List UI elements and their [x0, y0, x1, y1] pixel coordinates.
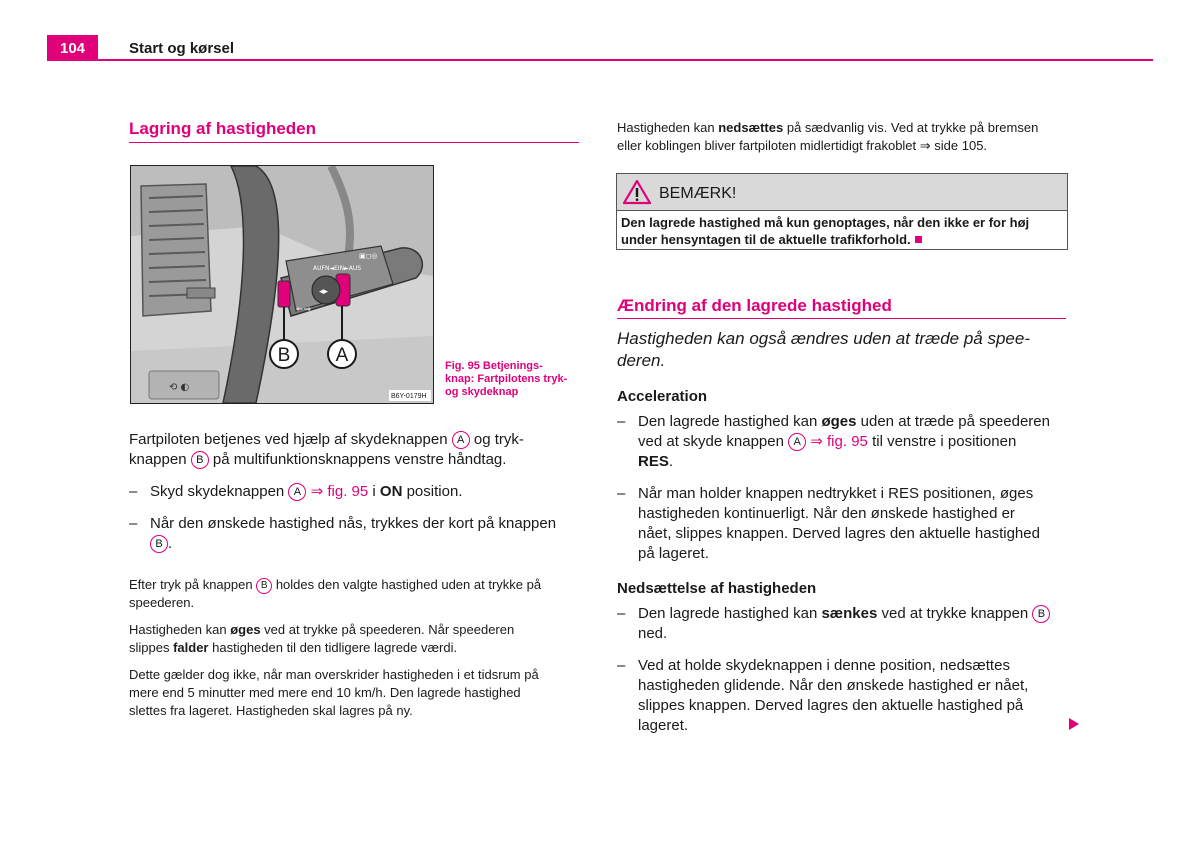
- section-title: Start og kørsel: [129, 40, 235, 57]
- subheading-deceleration: Nedsættelse af hastigheden: [617, 580, 817, 597]
- steering-column-illustration: [131, 166, 433, 403]
- paragraph: Dette gælder dog ikke, når man overskrider hastigheden i et tidsrum på mere end 5 minutter med mere end 10 km/h. Den lagrede hastighed slettes fra lageret. Hastigheden skal lagres på ny.: [129, 667, 539, 718]
- list-item: – Skyd skydeknappen A ⇒ fig. 95 i ON position.: [129, 483, 463, 500]
- note-title: BEMÆRK!: [659, 185, 737, 202]
- section-heading: Lagring af hastigheden: [129, 119, 317, 138]
- svg-text:▣◻◎: ▣◻◎: [359, 252, 378, 260]
- svg-text:⇐⇒: ⇐⇒: [296, 305, 312, 315]
- list-item: – Den lagrede hastighed kan øges uden at træde på speederen ved at skyde knappen A ⇒ fig. 95 til venstre i positionen RES.: [617, 413, 1050, 470]
- button-a-ref: A: [452, 431, 470, 449]
- button-b-ref: B: [150, 535, 168, 553]
- caption-line: Fig. 95 Betjenings-: [445, 360, 543, 372]
- button-b-ref: B: [191, 451, 209, 469]
- svg-text:◂▸: ◂▸: [319, 287, 329, 297]
- callout-b: B: [277, 345, 291, 366]
- section-heading: Ændring af den lagrede hastighed: [617, 296, 892, 315]
- figure-code: B6Y-0179H: [391, 393, 427, 400]
- next-page-arrow-icon[interactable]: [1068, 717, 1080, 731]
- subheading-acceleration: Acceleration: [617, 388, 708, 405]
- list-item: – Ved at holde skydeknappen i denne position, nedsættes hastigheden glidende. Når den ønskede hastighed er nået, slippes knappen. Derved lagres den aktuelle hastighed på lageret.: [617, 657, 1029, 734]
- caption-line: knap: Fartpilotens tryk-: [445, 373, 568, 385]
- header-rule: [47, 59, 1153, 61]
- paragraph: Hastigheden kan nedsættes på sædvanlig vis. Ved at trykke på bremsen eller koblingen bliver fartpiloten midlertidigt frakoblet ⇒ side 105.: [617, 120, 1039, 153]
- heading-rule: [129, 142, 579, 143]
- button-a-ref: A: [788, 433, 806, 451]
- end-marker-icon: [915, 236, 922, 243]
- note-box: [616, 173, 1068, 250]
- list-item: – Når man holder knappen nedtrykket i RES positionen, øges hastigheden kontinuerligt. Når den ønskede hastighed er nået, slippes knappen. Derved lagres den aktuelle hastighed på lageret.: [617, 485, 1040, 562]
- figure-95-image: [130, 165, 434, 404]
- figure-caption: [445, 360, 585, 399]
- caption-line: og skydeknap: [445, 386, 519, 398]
- button-a-ref: A: [288, 483, 306, 501]
- paragraph: Efter tryk på knappen B holdes den valgte hastighed uden at trykke på speederen.: [129, 577, 542, 610]
- paragraph: Fartpiloten betjenes ved hjælp af skydeknappen A og tryk- knappen B på multifunktionsknappens venstre håndtag.: [129, 431, 524, 468]
- figure-link[interactable]: ⇒ fig. 95: [310, 483, 369, 500]
- button-b-ref: B: [1032, 605, 1050, 623]
- heading-rule: [617, 318, 1066, 319]
- intro-text: Hastigheden kan også ændres uden at træde på spee- deren.: [617, 329, 1030, 370]
- lever-label: AUFN◄EIN►AUS: [313, 265, 362, 272]
- callout-a: A: [335, 345, 349, 366]
- list-item: – Når den ønskede hastighed nås, trykkes der kort på knappen B .: [129, 515, 557, 552]
- note-text: Den lagrede hastighed må kun genoptages, når den ikke er for høj under hensyntagen til de aktuelle trafikforhold.: [621, 215, 1030, 247]
- paragraph: Hastigheden kan øges ved at trykke på speederen. Når speederen slippes falder hastigheden til den tidligere lagrede værdi.: [129, 622, 515, 655]
- button-b-ref: B: [256, 578, 272, 594]
- svg-text:⟲ ◐: ⟲ ◐: [169, 382, 190, 393]
- figure-link[interactable]: ⇒ fig. 95: [810, 433, 868, 450]
- page-number: 104: [47, 35, 98, 60]
- warning-icon: [622, 179, 652, 205]
- note-header: [617, 174, 1067, 211]
- list-item: – Den lagrede hastighed kan sænkes ved at trykke knappen B ned.: [617, 604, 1072, 644]
